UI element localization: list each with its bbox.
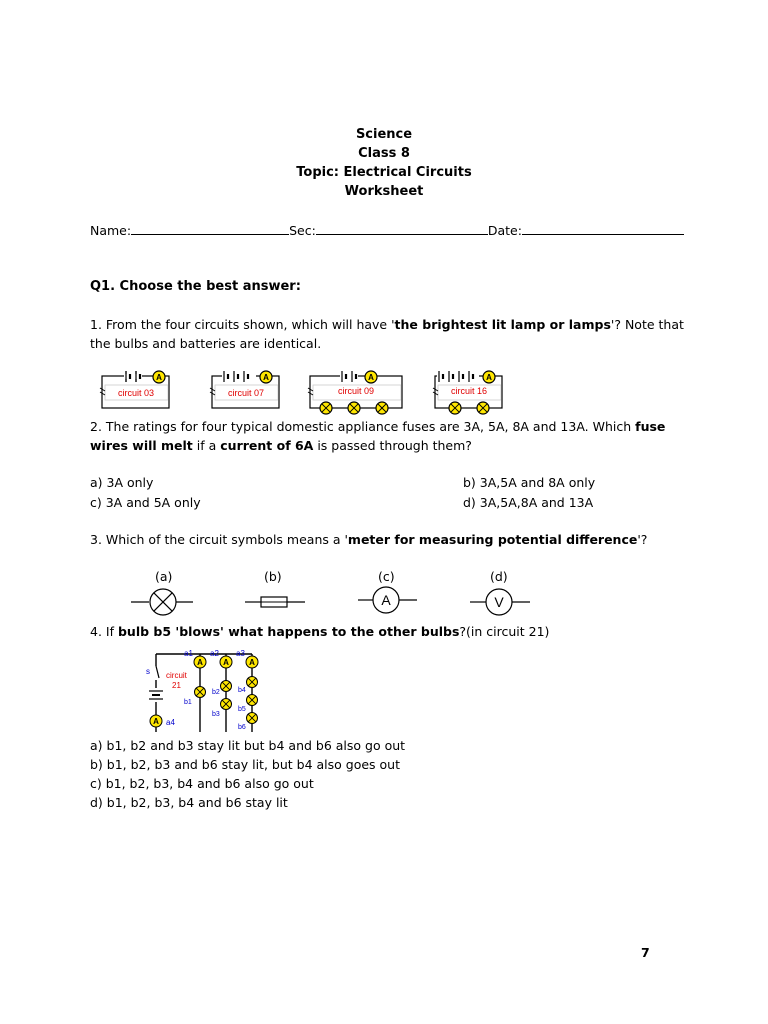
- circuit-09: [308, 371, 402, 414]
- name-label: Name:: [90, 223, 132, 238]
- q3-symbols: [125, 586, 545, 618]
- q3-text-end: '?: [637, 532, 648, 547]
- q1-text-line1: [90, 317, 684, 332]
- circuit-16: [433, 371, 502, 414]
- ammeter-letter: A: [381, 592, 391, 608]
- q3-text-start: 3. Which of the circuit symbols means a ': [90, 532, 348, 547]
- date-label: Date:: [487, 223, 522, 238]
- q1-circuits-diagram: A circuit 03 circuit 07 circuit 09 circuit 16: [96, 366, 516, 416]
- q3-label-c: (c): [378, 569, 395, 584]
- q4-option-a[interactable]: a) b1, b2 and b3 stay lit but b4 and b6 also go out: [90, 738, 406, 753]
- q4-option-c[interactable]: c) b1, b2, b3, b4 and b6 also go out: [90, 776, 314, 791]
- sec-field[interactable]: [316, 222, 488, 235]
- ammeter-a3-label: a3: [236, 649, 245, 658]
- q2-emphasis-current: current of 6A: [220, 438, 314, 453]
- worksheet-title: Worksheet: [344, 184, 424, 199]
- bulb-b1-label: b1: [184, 699, 192, 706]
- student-info-fields: [90, 222, 684, 238]
- q3-text: [90, 532, 647, 547]
- name-field[interactable]: [131, 222, 289, 235]
- q2-text-end: is passed through them?: [313, 438, 472, 453]
- circuit-21-title: circuit: [166, 671, 187, 680]
- date-field[interactable]: [522, 222, 684, 235]
- q2-option-b[interactable]: b) 3A,5A and 8A only: [463, 475, 596, 490]
- q2-emphasis-fuse: fuse: [635, 419, 666, 434]
- q2-text-mid: if a: [192, 438, 221, 453]
- q3-emphasis: meter for measuring potential difference: [347, 532, 638, 547]
- bulb-b3-label: b3: [212, 711, 220, 718]
- q4-emphasis: bulb b5 'blows' what happens to the other bulbs: [117, 624, 460, 639]
- ammeter-a2-label: a2: [210, 649, 219, 658]
- circuit-07: [210, 371, 279, 408]
- q4-text-start: 4. If: [90, 624, 118, 639]
- q1-text-line2: the bulbs and batteries are identical.: [90, 336, 322, 351]
- q2-emphasis-melt: wires will melt: [90, 438, 193, 453]
- sec-label: Sec:: [289, 223, 316, 238]
- circuit-21-diagram: A s a1 a2 a3 a4 b1 b2 b3 b4 b5 b6 circuit 21: [140, 646, 270, 732]
- circuit-21-number: 21: [172, 681, 181, 690]
- q1-emphasis: the brightest lit lamp or lamps: [394, 317, 611, 332]
- q2-text: 2. The ratings for four typical domestic appliance fuses are 3A, 5A, 8A and 13A. Which: [90, 419, 636, 434]
- section-title: Q1. Choose the best answer:: [90, 279, 301, 294]
- circuit-03-label: circuit 03: [117, 388, 155, 398]
- q2-text-line1: [90, 419, 665, 434]
- topic-title: Topic: Electrical Circuits: [296, 165, 472, 180]
- bulb-b4-label: b4: [238, 687, 246, 694]
- subject-title: Science: [355, 127, 413, 142]
- class-title: Class 8: [358, 146, 410, 161]
- q4-text: [90, 624, 549, 639]
- q4-option-b[interactable]: b) b1, b2, b3 and b6 stay lit, but b4 also goes out: [90, 757, 400, 772]
- q2-text-line2: [90, 438, 472, 453]
- q3-label-b: (b): [264, 569, 282, 584]
- circuit-07-label: circuit 07: [227, 388, 265, 398]
- q2-option-c[interactable]: c) 3A and 5A only: [90, 495, 201, 510]
- q4-text-end: ?(in circuit 21): [459, 624, 550, 639]
- ammeter-symbol[interactable]: [358, 587, 417, 613]
- voltmeter-symbol[interactable]: [470, 589, 530, 615]
- bulb-b2-label: b2: [212, 689, 220, 696]
- q1-text: 1. From the four circuits shown, which will have ': [90, 317, 395, 332]
- q1-text-end: '? Note that: [610, 317, 684, 332]
- q4-option-d[interactable]: d) b1, b2, b3, b4 and b6 stay lit: [90, 795, 288, 810]
- q3-label-d: (d): [490, 569, 508, 584]
- circuit-16-label: circuit 16: [450, 386, 488, 396]
- ammeter-a4-label: a4: [166, 718, 175, 727]
- page-number: 7: [641, 945, 650, 960]
- bulb-b5-label: b5: [238, 706, 246, 713]
- circuit-09-label: circuit 09: [337, 386, 375, 396]
- q2-option-a[interactable]: a) 3A only: [90, 475, 154, 490]
- switch-label: s: [146, 667, 150, 676]
- fuse-symbol[interactable]: [245, 597, 305, 607]
- q3-label-a: (a): [155, 569, 173, 584]
- circuit-03: [100, 371, 169, 408]
- lamp-symbol[interactable]: [131, 589, 193, 615]
- bulb-b6-label: b6: [238, 724, 246, 731]
- q2-option-d[interactable]: d) 3A,5A,8A and 13A: [463, 495, 594, 510]
- voltmeter-letter: V: [494, 594, 504, 610]
- ammeter-a1-label: a1: [184, 649, 193, 658]
